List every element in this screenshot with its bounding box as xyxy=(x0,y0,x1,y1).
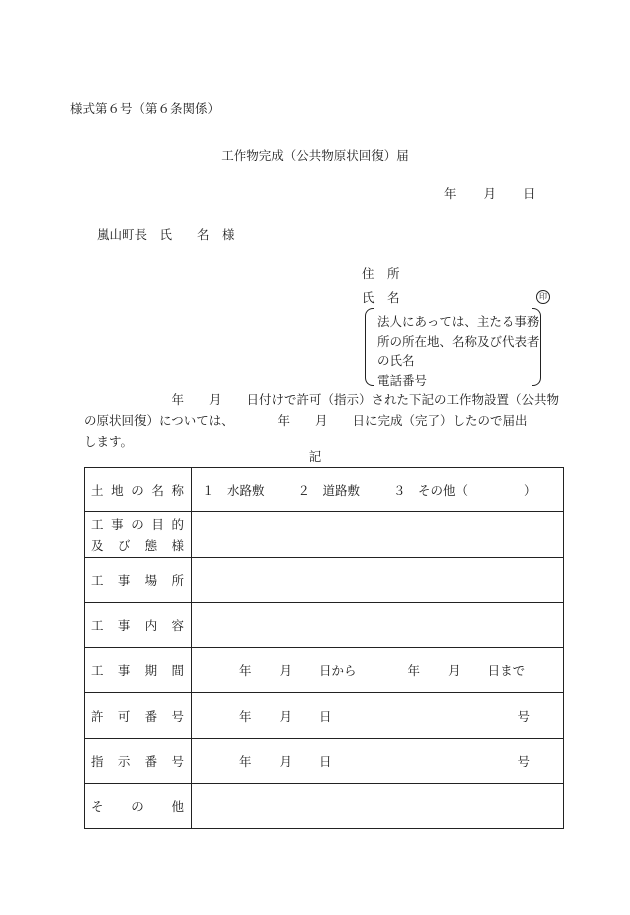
period-start-year: 年 xyxy=(239,663,252,678)
body-line-3: します。 xyxy=(84,434,134,449)
period-end-day: 日まで xyxy=(487,663,526,678)
instruction-year: 年 xyxy=(239,754,252,769)
label-char: 他 xyxy=(171,799,184,814)
label-char: 名 xyxy=(151,482,164,498)
label-char: の xyxy=(131,482,144,498)
label-permit-number xyxy=(85,693,192,739)
label-char: 事 xyxy=(117,573,131,588)
details-table xyxy=(84,467,564,829)
date-day: 日 xyxy=(523,186,536,201)
label-char: 内 xyxy=(144,618,158,633)
label-char: 事 xyxy=(117,663,131,678)
label-char: 土 xyxy=(91,482,104,498)
recipient: 嵐山町長 氏 名 様 xyxy=(97,227,235,242)
row-purpose xyxy=(85,512,564,558)
value-instruction-number[interactable] xyxy=(192,739,564,784)
label-char: 許 xyxy=(91,708,104,724)
value-permit-number[interactable] xyxy=(192,693,564,739)
date-month: 月 xyxy=(483,186,497,201)
permit-number-suffix: 号 xyxy=(517,708,530,724)
label-land-name xyxy=(85,468,192,512)
permit-month: 月 xyxy=(279,708,293,724)
period-end-year: 年 xyxy=(407,663,421,678)
label-char: 期 xyxy=(144,663,158,678)
label-char: 所 xyxy=(171,573,184,588)
corporate-note: 法人にあっては、主たる事務所の所在地、名称及び代表者の氏名 xyxy=(377,314,540,368)
label-instruction-number xyxy=(85,739,192,784)
value-other[interactable] xyxy=(192,784,564,829)
label-char: 場 xyxy=(144,573,158,588)
label-char: の xyxy=(131,516,144,532)
label-content xyxy=(85,603,192,648)
seal-mark: 印 xyxy=(536,290,550,304)
label-char: そ xyxy=(91,799,104,814)
permit-year: 年 xyxy=(239,708,252,724)
label-char: 番 xyxy=(144,708,158,724)
body-line-1: 年 月 日付けで許可（指示）された下記の工作物設置（公共物 xyxy=(84,392,560,407)
label-char: 目 xyxy=(151,516,164,532)
row-location xyxy=(85,558,564,603)
period-start-day: 日から xyxy=(319,663,357,678)
label-char: の xyxy=(131,799,144,814)
period-end-month: 月 xyxy=(448,663,461,678)
row-instruction-number xyxy=(85,739,564,784)
document-title: 工作物完成（公共物原状回復）届 xyxy=(221,148,409,163)
instruction-number-suffix: 号 xyxy=(517,754,530,769)
body-line-2: の原状回復）については、 年 月 日に完成（完了）したので届出 xyxy=(84,413,528,428)
ki-heading: 記 xyxy=(308,449,322,464)
label-char: 事 xyxy=(111,516,124,532)
label-char: 工 xyxy=(91,618,104,633)
option-other-close: ） xyxy=(524,482,537,498)
label-purpose xyxy=(85,512,192,558)
label-char: 地 xyxy=(111,482,124,498)
row-content xyxy=(85,603,564,648)
label-other xyxy=(85,784,192,829)
label-char: 及 xyxy=(91,537,104,553)
label-char: 号 xyxy=(171,754,184,769)
value-period[interactable] xyxy=(192,648,564,693)
label-char: 工 xyxy=(91,573,104,588)
notification-body xyxy=(84,389,564,452)
option-waterway[interactable]: １ 水路敷 xyxy=(202,482,265,498)
label-char: 号 xyxy=(171,708,184,724)
value-content[interactable] xyxy=(192,603,564,648)
label-char: 態 xyxy=(144,537,158,553)
bracket-left xyxy=(365,308,374,386)
label-char: 容 xyxy=(171,618,184,633)
label-char: 工 xyxy=(91,516,104,532)
row-permit-number xyxy=(85,693,564,739)
corporate-note-block xyxy=(377,312,547,390)
option-road[interactable]: ２ 道路敷 xyxy=(297,482,361,498)
name-label: 氏 名 xyxy=(362,290,400,305)
label-char: 様 xyxy=(171,537,184,553)
date-year: 年 xyxy=(444,186,457,201)
label-char: 事 xyxy=(117,618,131,633)
submission-date xyxy=(444,188,536,201)
instruction-day: 日 xyxy=(319,754,332,769)
label-char: 指 xyxy=(91,754,104,769)
option-other[interactable]: ３ その他（ xyxy=(393,482,469,498)
corporate-info-bracket xyxy=(365,308,541,386)
label-char: び xyxy=(117,537,131,553)
label-char: 間 xyxy=(171,663,184,678)
period-start-month: 月 xyxy=(279,663,293,678)
permit-day: 日 xyxy=(319,708,332,724)
value-location[interactable] xyxy=(192,558,564,603)
label-char: 的 xyxy=(171,516,184,532)
label-location xyxy=(85,558,192,603)
value-purpose[interactable] xyxy=(192,512,564,558)
value-land-name[interactable] xyxy=(192,468,564,512)
row-land-name xyxy=(85,468,564,512)
label-char: 可 xyxy=(117,708,131,724)
address-label: 住 所 xyxy=(362,266,400,281)
label-char: 番 xyxy=(144,754,158,769)
phone-label: 電話番号 xyxy=(377,372,428,388)
form-number: 様式第６号（第６条関係） xyxy=(70,101,221,116)
row-other xyxy=(85,784,564,829)
row-period xyxy=(85,648,564,693)
label-char: 示 xyxy=(117,754,131,769)
label-char: 工 xyxy=(91,663,104,678)
instruction-month: 月 xyxy=(279,754,293,769)
label-period xyxy=(85,648,192,693)
label-char: 称 xyxy=(171,482,184,498)
